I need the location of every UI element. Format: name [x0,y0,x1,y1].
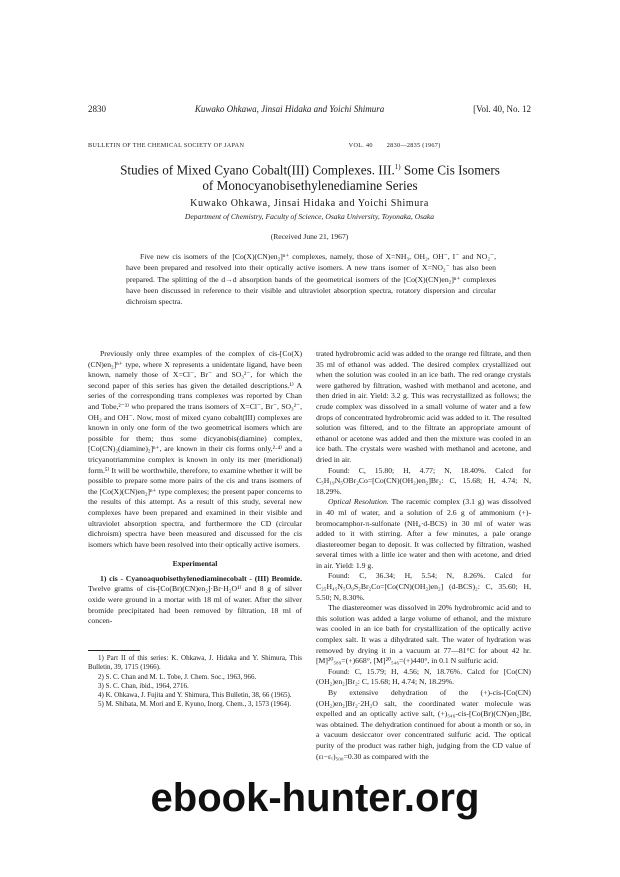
journal-pages: 2830—2835 (1967) [386,142,441,149]
page-number: 2830 [88,104,106,114]
title-footnote-ref: 1) [394,163,401,171]
author-list: Kuwako Ohkawa, Jinsai Hidaka and Yoichi Shimura [190,198,429,209]
footnote-3: 3) S. C. Chan, ibid., 1964, 2716. [98,681,189,690]
affiliation: Department of Chemistry, Faculty of Science, Osaka University, Toyonaka, Osaka [184,212,435,221]
left-column [88,349,302,627]
article-title [80,159,540,194]
intro-paragraph: Previously only three examples of the complex of cis-[Co(X)(CN)en₂]ⁿ⁺ type, where X represents a unidentate ligand, have been known, namely those of X=Cl⁻, Br⁻ and SO₃²⁻, for which the second paper of this series has given the detailed descriptions.¹⁾ A series of the corresponding trans complexes was reported by Chan and Tobe,²⁻³⁾ who prepared the trans isomers of X=Cl⁻, Br⁻, SO₃²⁻, OH₂ and OH⁻. Now, most of mixed cyano cobalt(III) complexes are known in only one form of the two geometrical isomers which are possible for them; thus some dicyanobis(diamine) complex, [Co(CN)₂(diamine)₂]ⁿ⁺, are known in their cis forms only,²·⁴⁾ and a tricyanotriammine complex is known in only its mer (meridional) form.⁵⁾ It will be worthwhile, therefore, to examine whether it will be possible to prepare some more pairs of the cis and trans isomers of the [Co(X)(CN)en₂]ⁿ⁺ type complexes; the present paper concerns to the results of this attempt. As a result of this study, several new complexes have been prepared and examined in their visible and ultraviolet absorption spectra, and furthermore the CD (circular dichroism) spectra have been measured and discussed for the cis isomers which have been resolved into their optically active isomers. [88,349,302,549]
analysis-paragraph-1: Found: C, 15.80; H, 4.77; N, 18.40%. Calcd for C₅H₁₉N₅OBr₂Co=[Co(CN)(OH₂)en₂]Br₂: C, 15.68; H, 4.74; N, 18.29%. [316,465,531,496]
resolution-paragraph [316,497,531,571]
diastereomer-paragraph: The diastereomer was dissolved in 20% hydrobromic acid and to this solution was added a large volume of ethanol, and the mixture was cooled in an ice bath for crystallization of the optically active complex salt. It was a dihydrated salt. The water of hydration was removed by drying it in a vacuum at 77—81°C for about 42 hr. [M]²⁰₅₈₉=(+)668°, [M]²⁰₅₄₆=(+)440°, in 0.1 N sulfuric acid. [316,603,531,666]
section-1-text: Twelve grams of cis-[Co(Br)(CN)en₂]·Br·H₂O¹⁾ and 8 g of silver oxide were ground in a mortar with 18 ml of water. After the silver bromide precipitated had been removed by filtration, 18 ml of concen- [88,584,302,626]
footnotes [88,654,302,710]
right-column [316,349,531,762]
footnote-4: 4) K. Ohkawa, J. Fujita and Y. Shimura, This Bulletin, 38, 66 (1965). [98,691,292,700]
watermark-text: ebook-hunter.org [150,776,480,820]
received-date: (Received June 21, 1967) [270,232,349,241]
footnote-2: 2) S. C. Chan and M. L. Tobe, J. Chem. Soc., 1963, 966. [98,672,257,681]
journal-line [88,142,531,149]
dehydration-paragraph: By extensive dehydration of the (+)-cis-[Co(CN)(OH₂)en₂]Br₂·2H₂O salt, the coordinated water molecule was expelled and an optically active salt, (+)₅₄₆-cis-[Co(Br)(CN)en₂]Br, was obtained. The dehydration continued for about a month or so, in a vacuum desiccator over concentrated sulfuric acid. The optical purity of the product was rather high, judging from the CD value of (εₗ−εᵣ)₅₀₀=0.30 as compared with the [316,688,531,761]
resolution-text: The racemic complex (3.1 g) was dissolved in 40 ml of water, and a solution of 2.6 g of ammonium (+)-bromocamphor-π-sulfonate (NH₄·d-BCS) in 30 ml of water was added to it with stirring. After a few minutes, a pale orange diastereomer began to deposit. It was collected by filtration, washed several times with a little ice water and then with acetone, and dried in air. Yield: 1.9 g. [316,497,531,570]
prep-paragraph: trated hydrobromic acid was added to the orange red filtrate, and then 35 ml of ethanol was added. The desired complex crystallized out when the solution was cooled in an ice bath. The red orange crystals were gathered by filtration, washed with methanol and acetone, and then dried in air. Yield: 3.2 g. This was recrystallized as follows; the crude complex was dissolved in a small volume of water and a few drops of concentrated hydrobromic acid was added to it. The resulted solution was filtered, and to the filtrate an appropriate amount of ethanol or acetone was added and then the mixture was cooled in an ice bath. The crystals were washed with methanol and acetone, and dried in air. [316,349,531,464]
journal-volume: VOL. 40 [348,142,373,149]
footnote-5: 5) M. Shibata, M. Mori and E. Kyuno, Inorg. Chem., 3, 1573 (1964). [98,700,292,709]
journal-name: BULLETIN OF THE CHEMICAL SOCIETY OF JAPAN [88,142,245,149]
section-1-paragraph [88,574,302,627]
watermark-text-graphic [120,776,510,820]
section-1-label: 1) cis - Cyanoaquobisethylenediaminecobalt - (III) Bromide. [100,573,302,583]
analysis-paragraph-3: Found: C, 15.79; H, 4.56; N, 18.76%. Calcd for [Co(CN)(OH₂)en₂]Br₂: C, 15.68; H, 4.74; N, 18.29%. [316,666,531,687]
footnote-1: 1) Part II of this series: K. Ohkawa, J. Hidaka and Y. Shimura, This Bulletin, 39, 1715 (1966). [88,654,302,672]
title-line-1-tail: Some Cis Isomers [400,162,500,178]
analysis-paragraph-2: Found: C, 36.34; H, 5.54; N, 8.26%. Calcd for C₂₅H₄₅N₅O₉S₂Br₂Co=[Co(CN)(OH₂)en₂] (d-BCS)₂: C, 35.60; H, 5.50; N, 8.30%. [316,571,531,602]
header-authors: Kuwako Ohkawa, Jinsai Hidaka and Yoichi Shimura [194,104,385,114]
resolution-label: Optical Resolution. [328,497,389,507]
experimental-heading: Experimental [172,559,218,569]
header-volume: [Vol. 40, No. 12 [473,104,531,114]
title-line-2: of Monocyanobisethylenediamine Series [202,178,418,194]
title-line-1: Studies of Mixed Cyano Cobalt(III) Complexes. III. [120,162,395,178]
running-header [88,104,531,114]
abstract: Five new cis isomers of the [Co(X)(CN)en₂]ⁿ⁺ complexes, namely, those of X=NH₃, OH₂, OH⁻, I⁻ and NO₂⁻, have been prepared and resolved into their optically active isomers. A new trans isomer of X=NO₂⁻ has also been prepared. The splitting of the d→d absorption bands of the geometrical isomers of the [Co(X)(CN)en₂]ⁿ⁺ complexes have been discussed in reference to their visible and ultraviolet absorption spectra, rotatory dispersion and circular dichroism spectra. [126,252,496,307]
footnote-rule [88,650,140,651]
watermark [120,776,510,820]
